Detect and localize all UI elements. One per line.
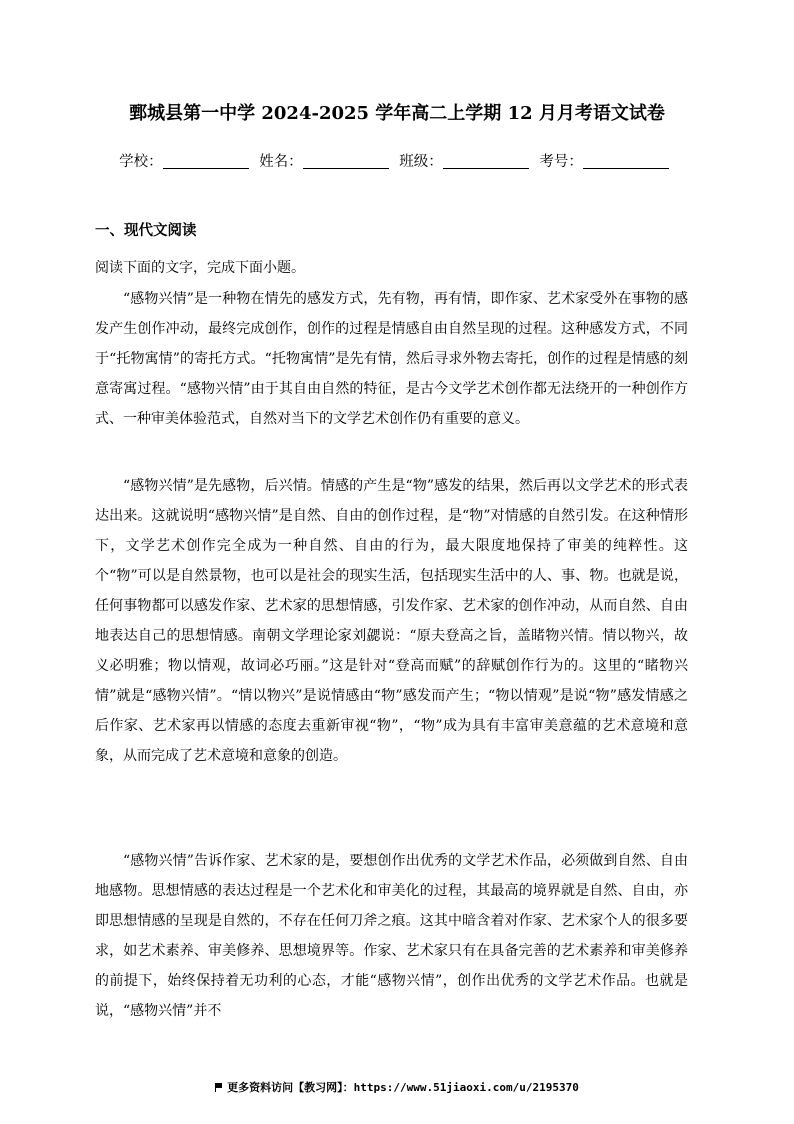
exam-title: 鄄城县第一中学 2024-2025 学年高二上学期 12 月月考语文试卷: [129, 103, 665, 124]
reading-instruction: 阅读下面的文字，完成下面小题。: [95, 260, 305, 276]
name-blank[interactable]: [303, 152, 389, 169]
school-label: 学校：: [119, 154, 163, 170]
class-label: 班级：: [399, 154, 443, 170]
footer-text[interactable]: 更多资料访问【教习网】：https://www.51jiaoxi.com/u/2195370: [227, 1081, 579, 1094]
exam-number-label: 考号：: [539, 154, 583, 170]
flag-icon: [215, 1083, 224, 1092]
student-info-fields: [0, 150, 794, 174]
section-heading: 一、现代文阅读: [95, 223, 197, 239]
passage-paragraph: “感物兴情”是一种物在情先的感发方式，先有物，再有情，即作家、艺术家受外在事物的感发产生创作冲动，最终完成创作，创作的过程是情感自由自然呈现的过程。这种感发方式，不同于“托物寓情”的寄托方式。“托物寓情”是先有情，然后寻求外物去寄托，创作的过程是情感的刻意寄寓过程。“感物兴情”由于其自由自然的特征，是古今文学艺术创作都无法绕开的一种创作方式、一种审美体验范式，自然对当下的文学艺术创作仍有重要的意义。: [95, 291, 688, 427]
class-blank[interactable]: [443, 152, 529, 169]
passage-paragraph: “感物兴情”是先感物，后兴情。情感的产生是“物”感发的结果，然后再以文学艺术的形式表达出来。这就说明“感物兴情”是自然、自由的创作过程，是“物”对情感的自然引发。在这种情形下，文学艺术创作完全成为一种自然、自由的行为，最大限度地保持了审美的纯粹性。这个“物”可以是自然景物，也可以是社会的现实生活，包括现实生活中的人、事、物。也就是说，任何事物都可以感发作家、艺术家的思想情感，引发作家、艺术家的创作冲动，从而自然、自由地表达自己的思想情感。南朝文学理论家刘勰说：“原夫登高之旨，盖睹物兴情。情以物兴，故义必明雅；物以情观，故词必巧丽。”这是针对“登高而赋”的辞赋创作行为的。这里的“睹物兴情”就是“感物兴情”。“情以物兴”是说情感由“物”感发而产生；“物以情观”是说“物”感发情感之后作家、艺术家再以情感的态度去重新审视“物”，“物”成为具有丰富审美意蕴的艺术意境和意象，从而完成了艺术意境和意象的创造。: [95, 478, 688, 764]
footer-link[interactable]: [0, 1080, 794, 1096]
name-label: 姓名：: [259, 154, 303, 170]
passage-paragraph: “感物兴情”告诉作家、艺术家的是，要想创作出优秀的文学艺术作品，必须做到自然、自由地感物。思想情感的表达过程是一个艺术化和审美化的过程，其最高的境界就是自然、自由，亦即思想情感的呈现是自然的，不存在任何刀斧之痕。这其中暗含着对作家、艺术家个人的很多要求，如艺术素养、审美修养、思想境界等。作家、艺术家只有在具备完善的艺术素养和审美修养的前提下，始终保持着无功利的心态，才能“感物兴情”，创作出优秀的文学艺术作品。也就是说，“感物兴情”并不: [95, 853, 688, 1019]
exam-number-blank[interactable]: [583, 152, 669, 169]
school-blank[interactable]: [163, 152, 249, 169]
